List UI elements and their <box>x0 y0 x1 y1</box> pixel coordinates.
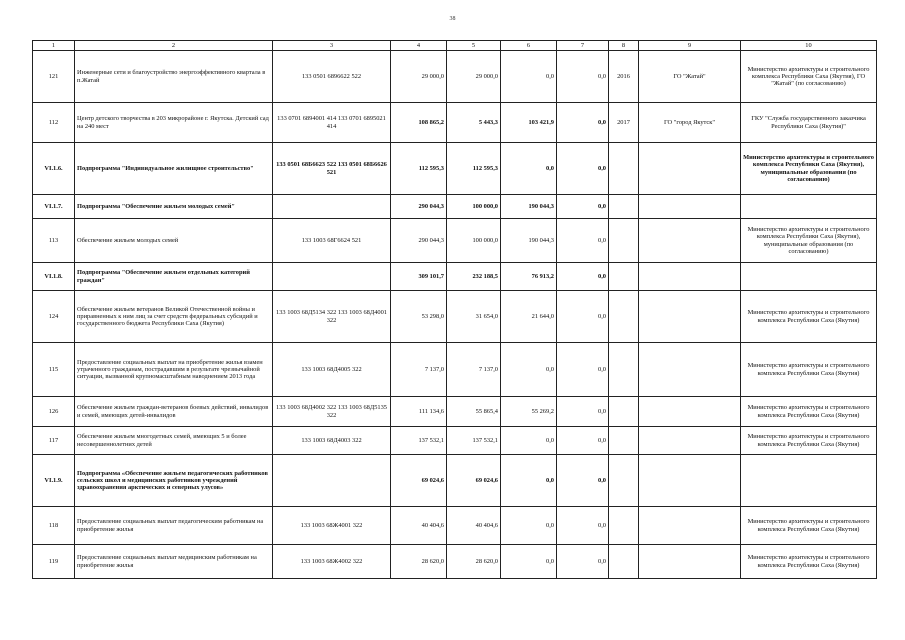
table-row <box>33 545 877 579</box>
budget-code: 133 1003 68Ж4001 322 <box>273 507 391 545</box>
other-sources-amount: 0,0 <box>557 397 609 427</box>
republic-budget-amount: 100 000,0 <box>447 195 501 219</box>
subprogram-row <box>33 143 877 195</box>
budget-code: 133 1003 68Д5134 322 133 1003 68Д4001 322 <box>273 291 391 343</box>
total-amount: 29 000,0 <box>391 51 447 103</box>
row-name: Предоставление социальных выплат на приобретение жилья взамен утраченного гражданам, пострадавшим в результате чрезвычайной ситуации, вызванной крупномасштабным наводнением 2013 года <box>75 343 273 397</box>
header-cell: 3 <box>273 41 391 51</box>
federal-budget-amount: 0,0 <box>501 545 557 579</box>
responsible-executor: Министерство архитектуры и строительного комплекса Республики Саха (Якутия) <box>741 291 877 343</box>
header-cell: 6 <box>501 41 557 51</box>
total-amount: 108 865,2 <box>391 103 447 143</box>
table-row <box>33 103 877 143</box>
municipality-cell <box>639 343 741 397</box>
year-cell <box>609 507 639 545</box>
table-row <box>33 291 877 343</box>
municipality-cell <box>639 143 741 195</box>
republic-budget-amount: 232 188,5 <box>447 263 501 291</box>
total-amount: 111 134,6 <box>391 397 447 427</box>
federal-budget-amount: 0,0 <box>501 455 557 507</box>
table-row <box>33 397 877 427</box>
republic-budget-amount: 28 620,0 <box>447 545 501 579</box>
row-name: Подпрограмма "Обеспечение жильем молодых семей" <box>75 195 273 219</box>
header-cell: 2 <box>75 41 273 51</box>
total-amount: 53 298,0 <box>391 291 447 343</box>
row-index: VI.1.6. <box>33 143 75 195</box>
responsible-executor: Министерство архитектуры и строительного комплекса Республики Саха (Якутия), ГО "Жатай" (по согласованию) <box>741 51 877 103</box>
other-sources-amount: 0,0 <box>557 143 609 195</box>
row-index: 119 <box>33 545 75 579</box>
budget-code: 133 1003 68Ж4002 322 <box>273 545 391 579</box>
other-sources-amount: 0,0 <box>557 545 609 579</box>
budget-code <box>273 263 391 291</box>
row-index: 113 <box>33 219 75 263</box>
federal-budget-amount: 0,0 <box>501 51 557 103</box>
year-cell <box>609 219 639 263</box>
responsible-executor <box>741 195 877 219</box>
program-table <box>32 40 877 579</box>
federal-budget-amount: 21 644,0 <box>501 291 557 343</box>
other-sources-amount: 0,0 <box>557 291 609 343</box>
year-cell <box>609 545 639 579</box>
budget-code: 133 0501 68Б6623 522 133 0501 68Б6626 521 <box>273 143 391 195</box>
republic-budget-amount: 100 000,0 <box>447 219 501 263</box>
municipality-cell <box>639 263 741 291</box>
municipality-cell <box>639 455 741 507</box>
row-index: 117 <box>33 427 75 455</box>
budget-code: 133 1003 68Д4005 322 <box>273 343 391 397</box>
responsible-executor: Министерство архитектуры и строительного комплекса Республики Саха (Якутия) <box>741 343 877 397</box>
header-cell: 7 <box>557 41 609 51</box>
municipality-cell <box>639 397 741 427</box>
year-cell <box>609 427 639 455</box>
federal-budget-amount: 0,0 <box>501 343 557 397</box>
table-row <box>33 507 877 545</box>
other-sources-amount: 0,0 <box>557 195 609 219</box>
row-name: Обеспечение жильем многодетных семей, имеющих 5 и более несовершеннолетних детей <box>75 427 273 455</box>
republic-budget-amount: 137 532,1 <box>447 427 501 455</box>
responsible-executor: Министерство архитектуры и строительного комплекса Республики Саха (Якутия), муниципальные образования (по согласованию) <box>741 219 877 263</box>
total-amount: 290 044,3 <box>391 195 447 219</box>
total-amount: 7 137,0 <box>391 343 447 397</box>
year-cell <box>609 455 639 507</box>
budget-code <box>273 455 391 507</box>
other-sources-amount: 0,0 <box>557 507 609 545</box>
responsible-executor: Министерство архитектуры и строительного комплекса Республики Саха (Якутия), муниципальные образования (по согласованию) <box>741 143 877 195</box>
budget-code: 133 0701 6894001 414 133 0701 6895021 414 <box>273 103 391 143</box>
responsible-executor: ГКУ "Служба государственного заказчика Республики Саха (Якутия)" <box>741 103 877 143</box>
federal-budget-amount: 0,0 <box>501 507 557 545</box>
header-cell: 10 <box>741 41 877 51</box>
municipality-cell <box>639 219 741 263</box>
other-sources-amount: 0,0 <box>557 343 609 397</box>
row-name: Инженерные сети и благоустройство энергоэффективного квартала в п.Жатай <box>75 51 273 103</box>
row-index: 124 <box>33 291 75 343</box>
municipality-cell <box>639 291 741 343</box>
row-index: VI.1.8. <box>33 263 75 291</box>
row-name: Обеспечение жильем граждан-ветеранов боевых действий, инвалидов и семей, имеющих детей-инвалидов <box>75 397 273 427</box>
total-amount: 112 595,3 <box>391 143 447 195</box>
municipality-cell <box>639 507 741 545</box>
other-sources-amount: 0,0 <box>557 51 609 103</box>
republic-budget-amount: 112 595,3 <box>447 143 501 195</box>
federal-budget-amount: 0,0 <box>501 427 557 455</box>
header-cell: 9 <box>639 41 741 51</box>
row-index: 118 <box>33 507 75 545</box>
other-sources-amount: 0,0 <box>557 103 609 143</box>
republic-budget-amount: 55 865,4 <box>447 397 501 427</box>
other-sources-amount: 0,0 <box>557 219 609 263</box>
row-index: 126 <box>33 397 75 427</box>
republic-budget-amount: 7 137,0 <box>447 343 501 397</box>
municipality-cell <box>639 195 741 219</box>
year-cell <box>609 291 639 343</box>
federal-budget-amount: 190 044,3 <box>501 195 557 219</box>
row-name: Центр детского творчества в 203 микрорайоне г. Якутска. Детский сад на 240 мест <box>75 103 273 143</box>
budget-code: 133 1003 68Д4002 322 133 1003 68Д5135 322 <box>273 397 391 427</box>
year-cell <box>609 195 639 219</box>
header-cell: 5 <box>447 41 501 51</box>
municipality-cell <box>639 545 741 579</box>
row-index: VI.1.7. <box>33 195 75 219</box>
total-amount: 290 044,3 <box>391 219 447 263</box>
municipality-cell <box>639 427 741 455</box>
year-cell: 2016 <box>609 51 639 103</box>
row-name: Обеспечение жильем молодых семей <box>75 219 273 263</box>
header-cell: 8 <box>609 41 639 51</box>
row-name: Предоставление социальных выплат педагогическим работникам на приобретение жилья <box>75 507 273 545</box>
republic-budget-amount: 69 024,6 <box>447 455 501 507</box>
municipality-cell: ГО "город Якутск" <box>639 103 741 143</box>
federal-budget-amount: 0,0 <box>501 143 557 195</box>
federal-budget-amount: 76 913,2 <box>501 263 557 291</box>
row-index: 115 <box>33 343 75 397</box>
budget-code <box>273 195 391 219</box>
republic-budget-amount: 40 404,6 <box>447 507 501 545</box>
table-row <box>33 51 877 103</box>
year-cell <box>609 263 639 291</box>
republic-budget-amount: 5 443,3 <box>447 103 501 143</box>
responsible-executor: Министерство архитектуры и строительного комплекса Республики Саха (Якутия) <box>741 545 877 579</box>
total-amount: 309 101,7 <box>391 263 447 291</box>
row-name: Подпрограмма «Обеспечение жильем педагогических работников сельских школ и медицинских работников учреждений здравоохранения арктических и северных улусов» <box>75 455 273 507</box>
total-amount: 40 404,6 <box>391 507 447 545</box>
federal-budget-amount: 190 044,3 <box>501 219 557 263</box>
row-index: 121 <box>33 51 75 103</box>
responsible-executor <box>741 263 877 291</box>
row-index: 112 <box>33 103 75 143</box>
budget-code: 133 1003 68Д4003 322 <box>273 427 391 455</box>
header-row <box>33 41 877 51</box>
row-name: Подпрограмма "Индивидуальное жилищное строительство" <box>75 143 273 195</box>
responsible-executor: Министерство архитектуры и строительного комплекса Республики Саха (Якутия) <box>741 507 877 545</box>
other-sources-amount: 0,0 <box>557 263 609 291</box>
federal-budget-amount: 55 269,2 <box>501 397 557 427</box>
year-cell: 2017 <box>609 103 639 143</box>
header-cell: 4 <box>391 41 447 51</box>
total-amount: 137 532,1 <box>391 427 447 455</box>
republic-budget-amount: 29 000,0 <box>447 51 501 103</box>
table-row <box>33 343 877 397</box>
table-row <box>33 219 877 263</box>
subprogram-row <box>33 455 877 507</box>
subprogram-row <box>33 195 877 219</box>
year-cell <box>609 143 639 195</box>
year-cell <box>609 397 639 427</box>
total-amount: 28 620,0 <box>391 545 447 579</box>
row-name: Подпрограмма "Обеспечение жильем отдельных категорий граждан" <box>75 263 273 291</box>
federal-budget-amount: 103 421,9 <box>501 103 557 143</box>
municipality-cell: ГО "Жатай" <box>639 51 741 103</box>
other-sources-amount: 0,0 <box>557 455 609 507</box>
other-sources-amount: 0,0 <box>557 427 609 455</box>
republic-budget-amount: 31 654,0 <box>447 291 501 343</box>
budget-code: 133 1003 68Г6624 521 <box>273 219 391 263</box>
total-amount: 69 024,6 <box>391 455 447 507</box>
page-number: 38 <box>449 16 456 22</box>
row-index: VI.1.9. <box>33 455 75 507</box>
responsible-executor: Министерство архитектуры и строительного комплекса Республики Саха (Якутия) <box>741 427 877 455</box>
header-cell: 1 <box>33 41 75 51</box>
responsible-executor <box>741 455 877 507</box>
row-name: Обеспечение жильем ветеранов Великой Отечественной войны и приравненных к ним лиц за счет средств федеральных субсидий и государственного бюджета Республики Саха (Якутия) <box>75 291 273 343</box>
table-row <box>33 427 877 455</box>
subprogram-row <box>33 263 877 291</box>
responsible-executor: Министерство архитектуры и строительного комплекса Республики Саха (Якутия) <box>741 397 877 427</box>
row-name: Предоставление социальных выплат медицинским работникам на приобретение жилья <box>75 545 273 579</box>
budget-code: 133 0501 6896622 522 <box>273 51 391 103</box>
year-cell <box>609 343 639 397</box>
